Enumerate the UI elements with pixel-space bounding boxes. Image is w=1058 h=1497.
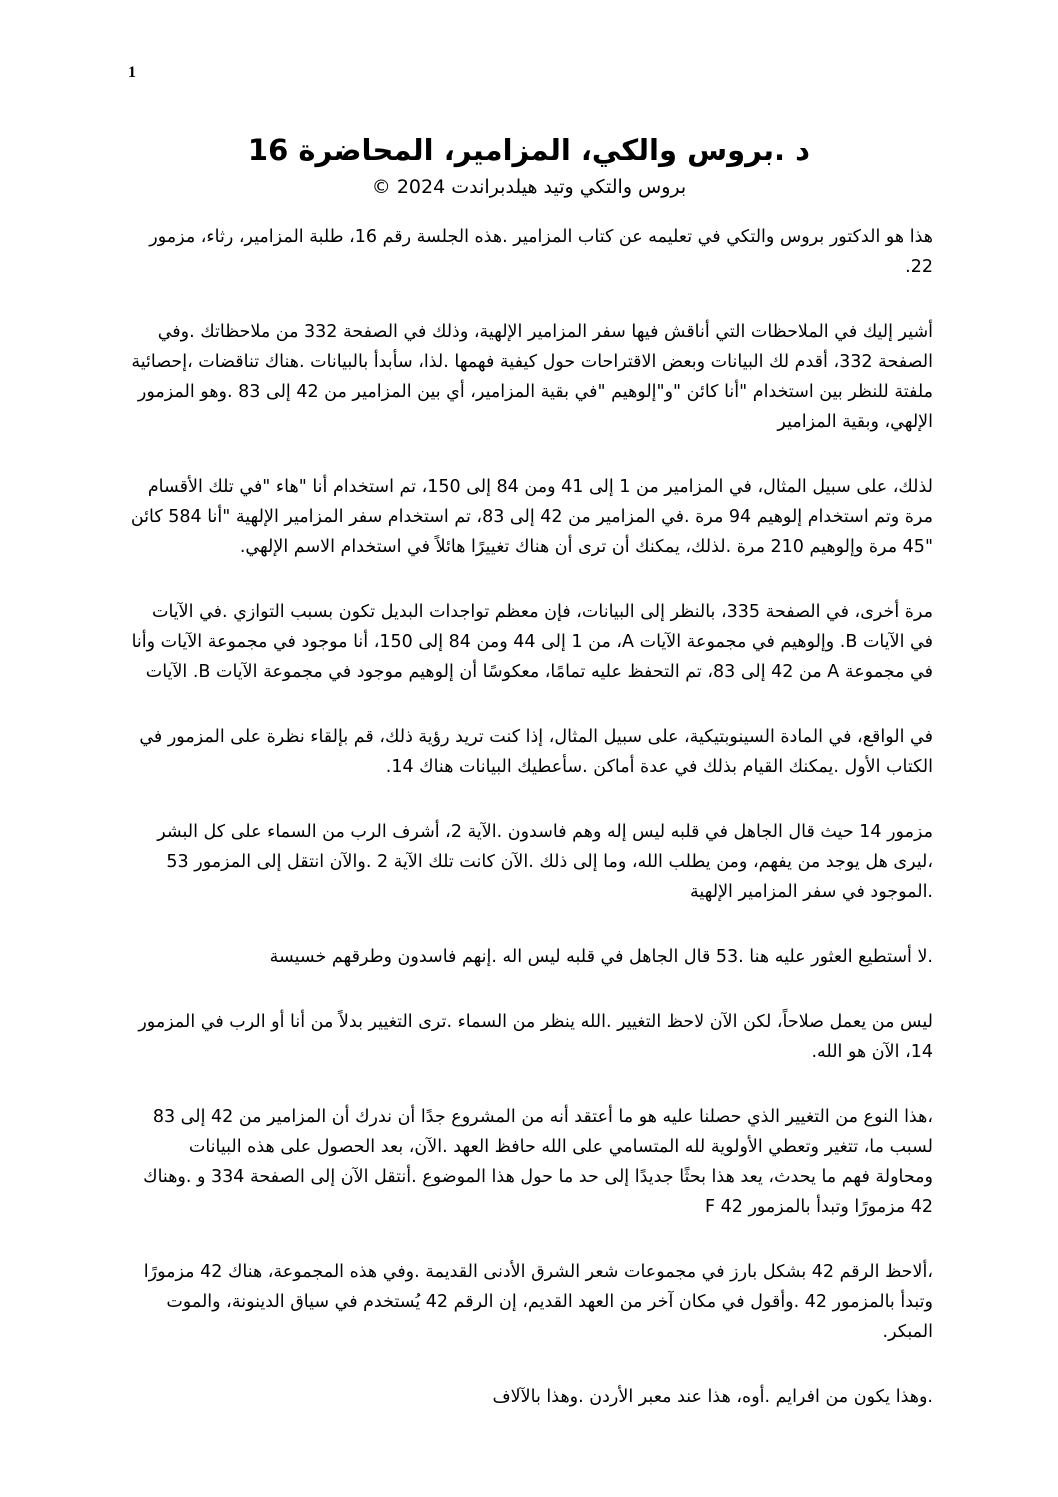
- paragraph-11: .وهذا يكون من افرايم .أوه، هذا عند معبر الأردن .وهذا بالآلاف: [492, 1387, 933, 1407]
- paragraph-5: في الواقع، في المادة السينوبتيكية، على سبيل المثال، إذا كنت تريد رؤية ذلك، قم بإلقاء نظرة على المزمور في الكتاب الأول .يمكنك القيام بذلك في عدة أماكن .سأعطيك البيانات هناك 14.: [139, 727, 933, 777]
- document-body: [128, 222, 933, 1447]
- page-number: 1: [128, 64, 136, 81]
- paragraph-8: ليس من يعمل صلاحاً، لكن الآن لاحظ التغيير .الله ينظر من السماء .ترى التغيير بدلاً من أنا أو الرب في المزمور 14، الآن هو الله.: [138, 1012, 933, 1062]
- paragraph-10: ،ألاحظ الرقم 42 بشكل بارز في مجموعات شعر الشرق الأدنى القديمة .وفي هذه المجموعة، هناك 42 مزمورًا وتبدأ بالمزمور 42 .وأقول في مكان آخر من العهد القديم، إن الرقم 42 يُستخدم في سياق الدينونة، والموت المبكر.: [143, 1262, 933, 1342]
- paragraph-3: لذلك، على سبيل المثال، في المزامير من 1 إلى 41 ومن 84 إلى 150، تم استخدام أنا "هاء "في تلك الأقسام مرة وتم استخدام إلوهيم 94 مرة .في المزامير من 42 إلى 83، تم استخدام سفر المزامير الإلهية "أنا 584 كائن "45 مرة وإلوهيم 210 مرة .لذلك، يمكنك أن ترى أن هناك تغييرًا هائلاً في استخدام الاسم الإلهي.: [130, 477, 933, 557]
- paragraph-7: .لا أستطيع العثور عليه هنا .53 قال الجاهل في قلبه ليس اله .إنهم فاسدون وطرقهم خسيسة: [269, 947, 933, 967]
- paragraph-9: ،هذا النوع من التغيير الذي حصلنا عليه هو ما أعتقد أنه من المشروع جدًا أن ندرك أن المزامير من 42 إلى 83 لسبب ما، تتغير وتعطي الأولوية لله المتسامي على الله حافظ العهد .الآن، بعد الحصول على هذه البيانات ومحاولة فهم ما يحدث، يعد هذا بحثًا جديدًا إلى حد ما حول هذا الموضوع .أنتقل الآن إلى الصفحة 334 و .وهناك 42 مزمورًا وتبدأ بالمزمور 42 F: [143, 1107, 933, 1217]
- paragraph-1: هذا هو الدكتور بروس والتكي في تعليمه عن كتاب المزامير .هذه الجلسة رقم 16، طلبة المزامير، رثاء، مزمور 22.: [149, 227, 933, 277]
- paragraph-2: أشير إليك في الملاحظات التي أناقش فيها سفر المزامير الإلهية، وذلك في الصفحة 332 من ملاحظاتك .وفي الصفحة 332، أقدم لك البيانات وبعض الاقتراحات حول كيفية فهمها .لذا، سأبدأ بالبيانات .هناك تناقضات ،إحصائية ملفتة للنظر بين استخدام "أنا كائن "و"إلوهيم "في بقية المزامير، أي بين المزامير من 42 إلى 83 .وهو المزمور الإلهي، وبقية المزامير: [131, 322, 933, 432]
- paragraph-6: مزمور 14 حيث قال الجاهل في قلبه ليس إله وهم فاسدون .الآية 2، أشرف الرب من السماء على كل البشر ،ليرى هل يوجد من يفهم، ومن يطلب الله، وما إلى ذلك .الآن كانت تلك الآية 2 .والآن انتقل إلى المزمور 53 .الموجود في سفر المزامير الإلهية: [157, 822, 933, 902]
- paragraph-4: مرة أخرى، في الصفحة 335، بالنظر إلى البيانات، فإن معظم تواجدات البديل تكون بسبب التوازي .في الآيات في الآيات B. وإلوهيم في مجموعة الآيات A، من 1 إلى 44 ومن 84 إلى 150، أنا موجود في مجموعة الآيات وأنا في مجموعة A من 42 إلى 83، تم التحفظ عليه تمامًا، معكوسًا أن إلوهيم موجود في مجموعة الآيات B. الآيات: [131, 602, 933, 682]
- page-title: د .بروس والكي، المزامير، المحاضرة 16: [247, 133, 811, 167]
- page-subtitle: بروس والتكي وتيد هيلدبراندت 2024 ©: [371, 176, 687, 198]
